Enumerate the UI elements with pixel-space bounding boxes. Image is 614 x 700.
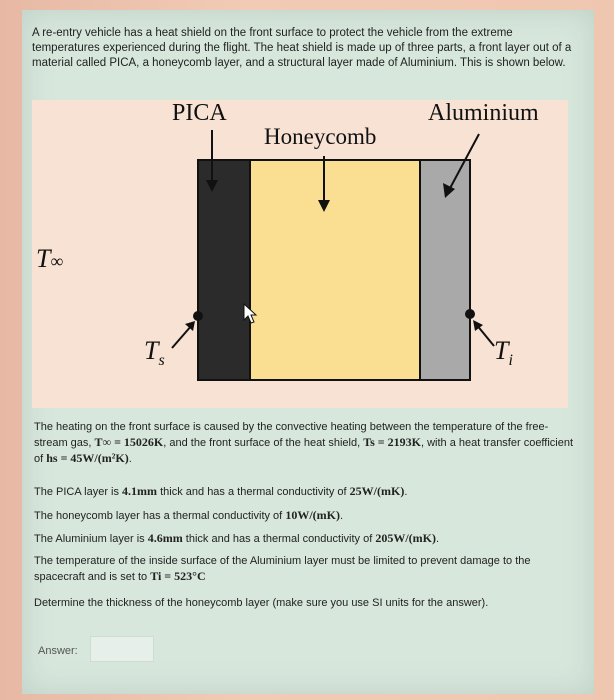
paragraph-aluminium: The Aluminium layer is 4.6mm thick and has a thermal conductivity of 205W/(mK). — [34, 531, 440, 545]
honeycomb-layer — [250, 160, 420, 380]
intro-text: A re-entry vehicle has a heat shield on the front surface to protect the vehicle from the extreme temperatures experienced during the flight. The heat shield is made up of three parts, a front layer out of a material called PICA, a honeycomb layer, and a structural layer made of Aluminium. This is shown below. — [32, 27, 572, 69]
label-ti: $T_i$ — [494, 336, 513, 370]
label-ts: $T_s$ — [144, 336, 165, 370]
paragraph-question: Determine the thickness of the honeycomb layer (make sure you use SI units for the answer). — [34, 597, 489, 609]
t-inf-value: T∞ = 15026K — [94, 435, 164, 449]
answer-label: Answer: — [38, 645, 78, 657]
paragraph-honeycomb: The honeycomb layer has a thermal conductivity of 10W/(mK). — [34, 508, 344, 522]
answer-input[interactable] — [90, 636, 154, 662]
ts-value: Ts = 2193K — [363, 435, 421, 449]
label-honeycomb: Honeycomb — [264, 124, 377, 149]
paragraph-heating: The heating on the front surface is caused by the convective heating between the temperature of the free-stream gas, T∞ = 15026K, and the front surface of the heat shield, Ts = 2193K, with a heat transfer coefficient of hs = 45W/(m²K). — [34, 421, 574, 465]
pica-layer — [198, 160, 250, 380]
label-pica: PICA — [172, 100, 227, 126]
label-aluminium: Aluminium — [428, 100, 539, 126]
ti-point — [465, 309, 475, 319]
heat-shield-diagram — [32, 100, 568, 408]
ts-point — [193, 311, 203, 321]
paragraph-inside-temperature: The temperature of the inside surface of the Aluminium layer must be limited to prevent damage to the spacecraft and is set to Ti = 523°C — [34, 555, 531, 583]
ts-arrowhead — [185, 321, 195, 331]
hs-value: hs = 45W/(m²K) — [46, 451, 129, 465]
paragraph-pica: The PICA layer is 4.1mm thick and has a thermal conductivity of 25W/(mK). — [34, 484, 408, 498]
ts-arrow — [172, 325, 192, 348]
label-t-infinity: T∞ — [36, 244, 64, 273]
